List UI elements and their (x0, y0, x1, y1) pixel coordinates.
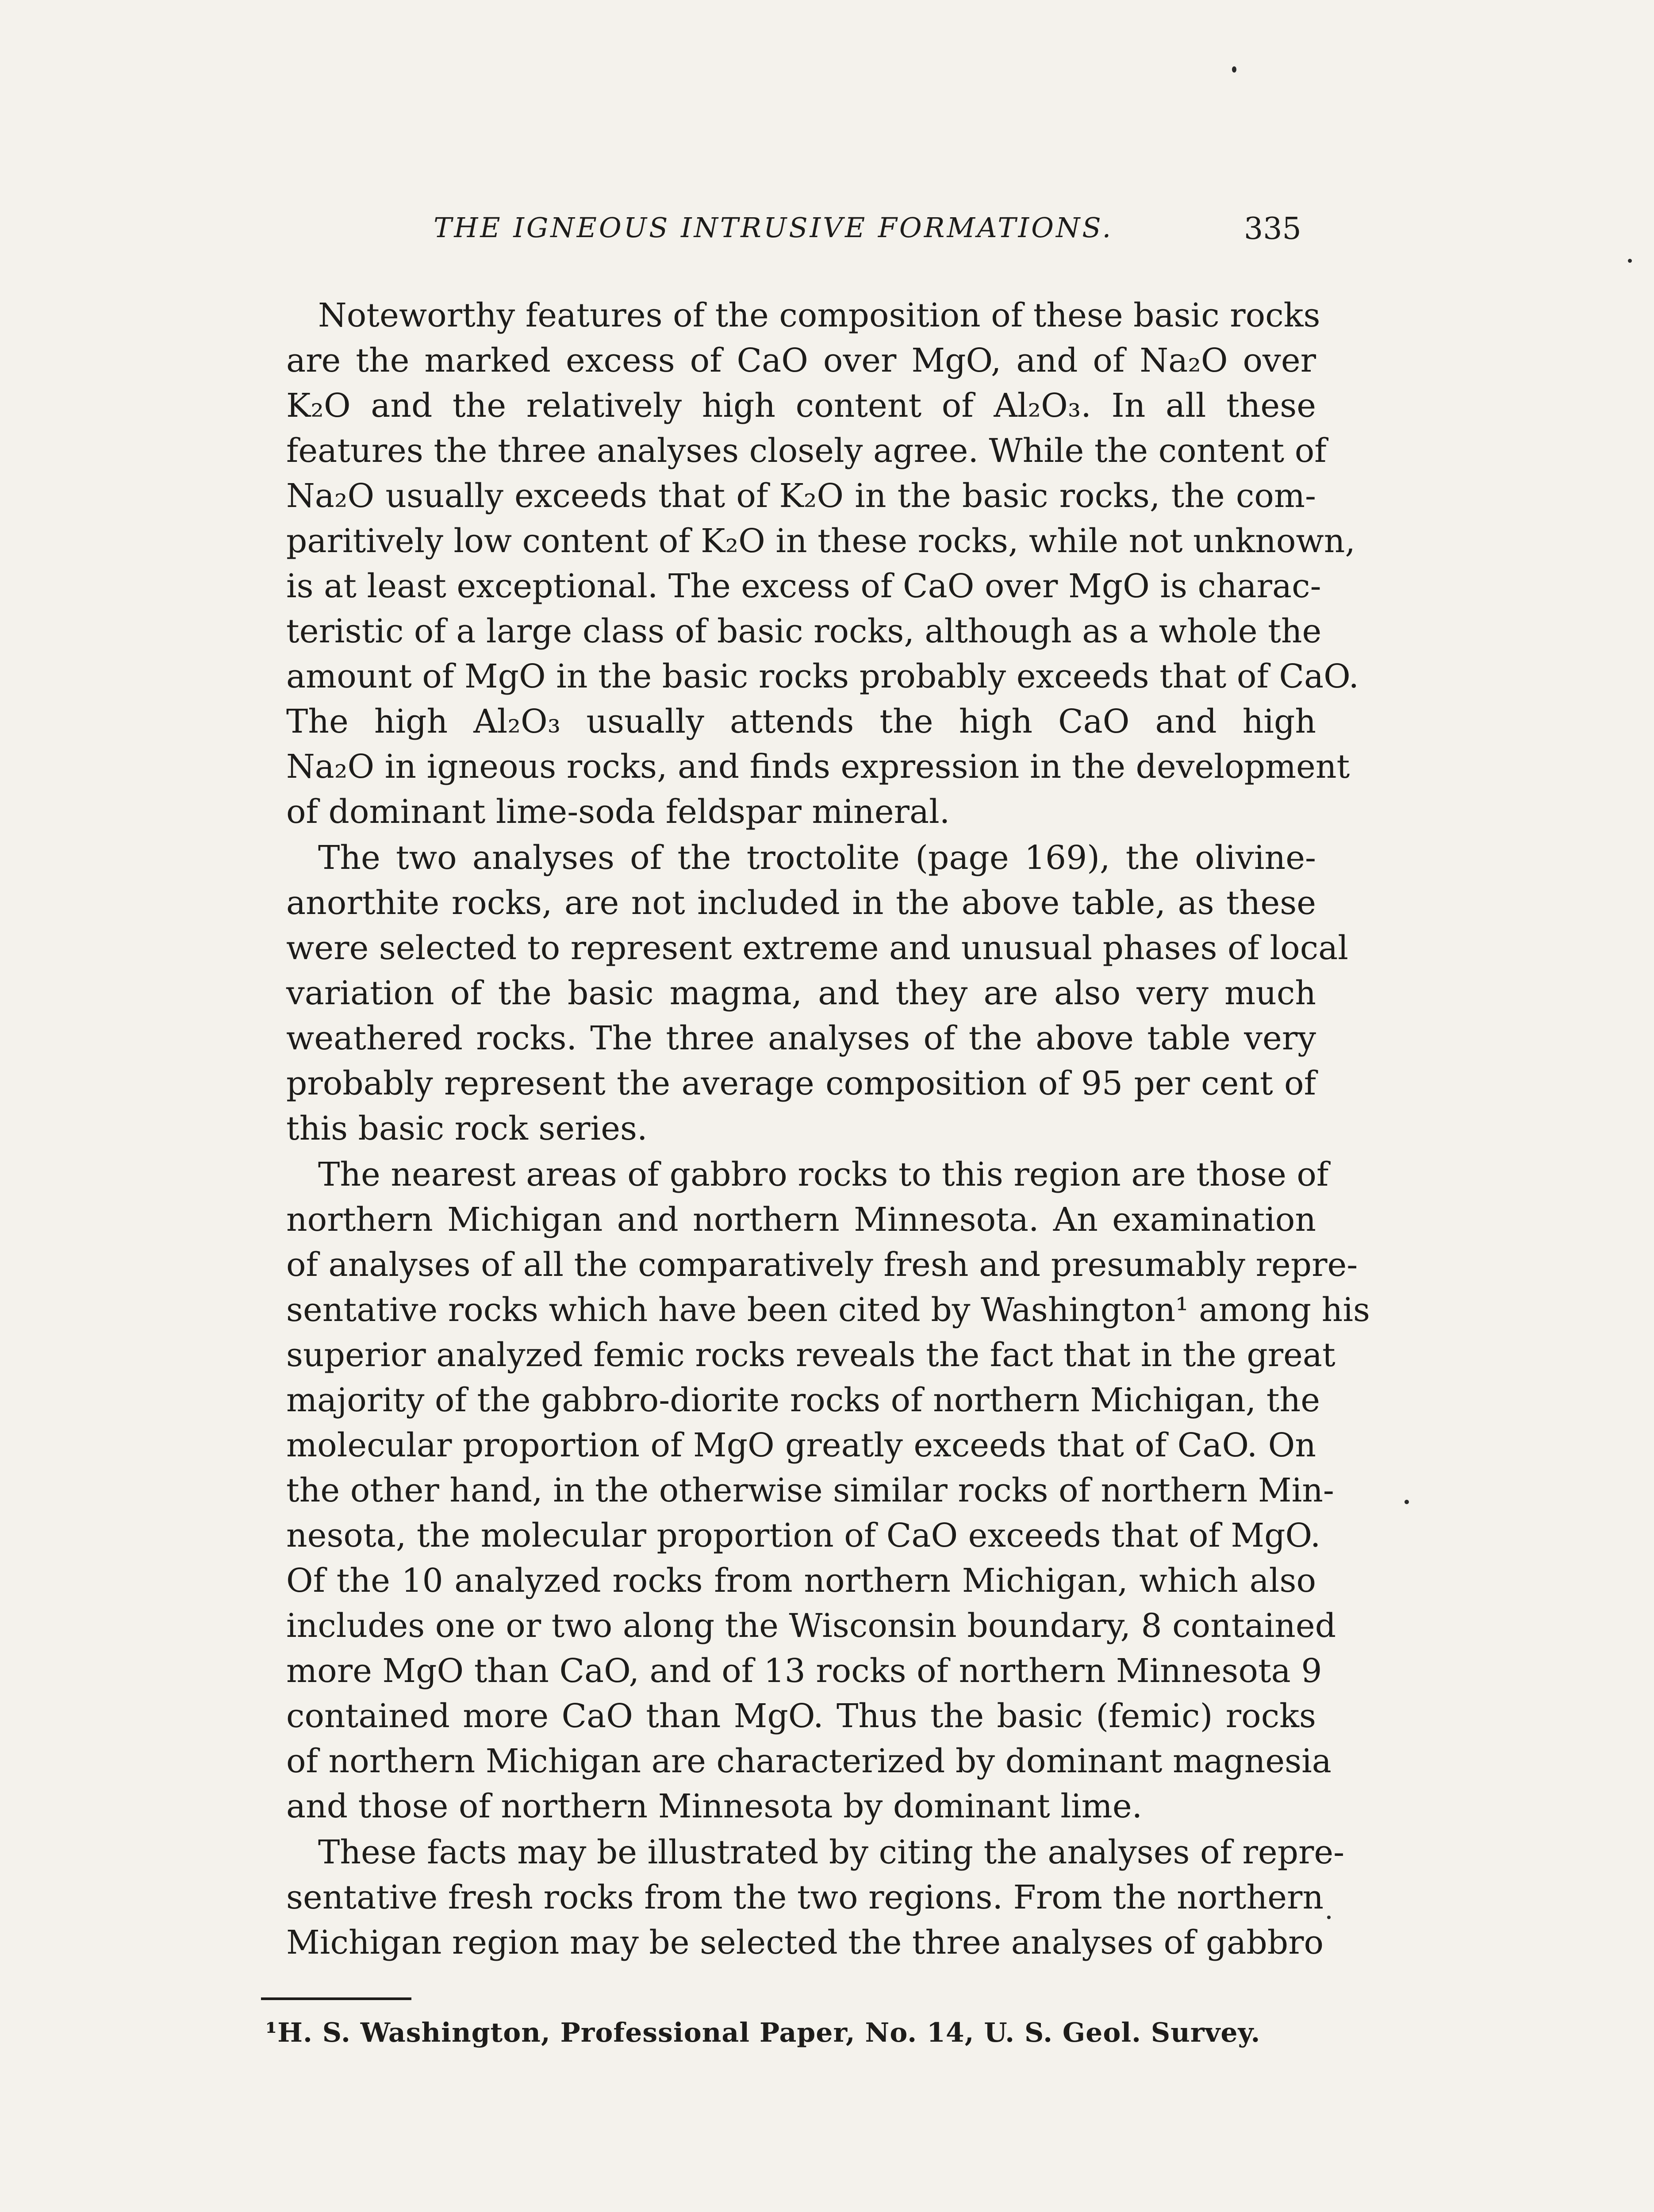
paragraph (254, 835, 1348, 1151)
text-line: molecular proportion of MgO greatly exceeds that of CaO. On (286, 1426, 1316, 1464)
scan-speck (1327, 1916, 1331, 1919)
text-line: of northern Michigan are characterized by dominant magnesia (286, 1742, 1332, 1780)
text-line: sentative fresh rocks from the two regions. From the northern (286, 1878, 1324, 1916)
paragraph (254, 1152, 1370, 1829)
text-line: anorthite rocks, are not included in the above table, as these (286, 884, 1316, 922)
text-line: and those of northern Minnesota by dominant lime. (286, 1787, 1143, 1825)
scan-speck (1232, 66, 1236, 73)
text-line: Na₂O in igneous rocks, and finds expression in the development (286, 748, 1350, 786)
text-line: is at least exceptional. The excess of CaO over MgO is charac- (286, 567, 1321, 605)
text-line: The high Al₂O₃ usually attends the high CaO and high (286, 703, 1316, 741)
text-line: northern Michigan and northern Minnesota. An examination (286, 1201, 1316, 1239)
footnote: ¹H. S. Washington, Professional Paper, No. 14, U. S. Geol. Survey. (265, 2017, 1261, 2048)
text-line: contained more CaO than MgO. Thus the basic (femic) rocks (286, 1697, 1316, 1735)
text-line: Michigan region may be selected the three analyses of gabbro (286, 1924, 1324, 1962)
scan-speck (1628, 259, 1632, 263)
paragraph (254, 293, 1359, 834)
text-line: the other hand, in the otherwise similar rocks of northern Min- (286, 1471, 1334, 1509)
text-line: more MgO than CaO, and of 13 rocks of northern Minnesota 9 (286, 1652, 1322, 1690)
text-line: Noteworthy features of the composition of these basic rocks (318, 296, 1320, 334)
text-line: nesota, the molecular proportion of CaO exceeds that of MgO. (286, 1517, 1321, 1555)
text-line: amount of MgO in the basic rocks probably exceeds that of CaO. (286, 657, 1359, 695)
text-line: weathered rocks. The three analyses of the above table very (286, 1019, 1316, 1057)
text-line: majority of the gabbro-diorite rocks of northern Michigan, the (286, 1381, 1320, 1419)
text-line: paritively low content of K₂O in these rocks, while not unknown, (286, 522, 1355, 560)
text-line: Of the 10 analyzed rocks from northern Michigan, which also (286, 1562, 1316, 1600)
text-line: The nearest areas of gabbro rocks to this region are those of (318, 1156, 1329, 1194)
text-line: These facts may be illustrated by citing the analyses of repre- (318, 1833, 1345, 1871)
text-line: teristic of a large class of basic rocks, although as a whole the (286, 612, 1322, 650)
text-line: superior analyzed femic rocks reveals the fact that in the great (286, 1336, 1335, 1374)
text-line: Na₂O usually exceeds that of K₂O in the basic rocks, the com- (286, 477, 1316, 515)
text-line: of analyses of all the comparatively fresh and presumably repre- (286, 1246, 1358, 1284)
text-line: were selected to represent extreme and unusual phases of local (286, 929, 1348, 967)
page-number: 335 (1244, 211, 1301, 246)
text-line: variation of the basic magma, and they are also very much (286, 974, 1316, 1012)
text-line: sentative rocks which have been cited by Washington¹ among his (286, 1291, 1370, 1329)
text-line: features the three analyses closely agree. While the content of (286, 432, 1327, 470)
text-line: includes one or two along the Wisconsin boundary, 8 contained (286, 1607, 1336, 1645)
text-line: K₂O and the relatively high content of Al₂O₃. In all these (286, 387, 1316, 425)
text-line: of dominant lime-soda feldspar mineral. (286, 793, 950, 831)
footnote-divider (261, 1997, 411, 2000)
body-text (254, 293, 1370, 1966)
text-line: probably represent the average composition of 95 per cent of (286, 1064, 1316, 1102)
running-title: THE IGNEOUS INTRUSIVE FORMATIONS. (434, 211, 1113, 244)
text-line: this basic rock series. (286, 1110, 648, 1148)
text-line: The two analyses of the troctolite (page 169), the olivine- (318, 839, 1316, 877)
scan-speck (1405, 1500, 1409, 1504)
text-line: are the marked excess of CaO over MgO, and of Na₂O over (286, 342, 1316, 380)
paragraph (254, 1830, 1345, 1965)
